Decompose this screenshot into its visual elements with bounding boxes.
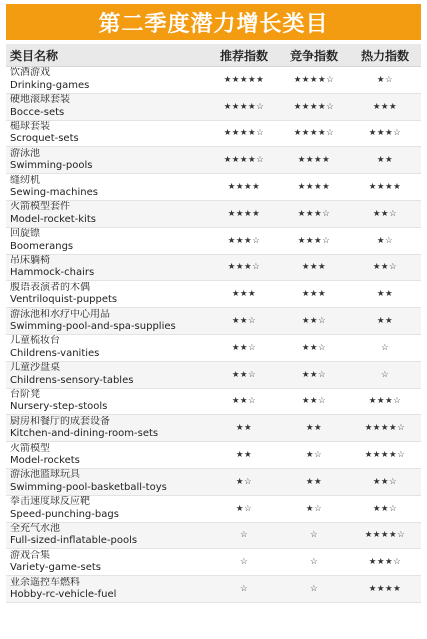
table-row [6, 308, 421, 335]
heat-stars: ★★★☆ [349, 388, 421, 415]
recommend-stars: ★★ [209, 415, 279, 442]
table-row [6, 147, 421, 174]
category-cell [6, 227, 209, 254]
table-row [6, 93, 421, 120]
category-name-en: Nursery-step-stools [10, 401, 108, 413]
recommend-stars: ★☆ [209, 468, 279, 495]
category-name-cn: 饮酒游戏 [10, 67, 50, 79]
table-row [6, 415, 421, 442]
column-header-recommend: 推荐指数 [209, 44, 279, 67]
category-name-cn: 业余遥控车燃料 [10, 576, 80, 588]
category-name-en: Bocce-sets [10, 106, 65, 118]
competition-stars: ★★★★☆ [279, 93, 349, 120]
competition-stars: ☆ [279, 576, 349, 603]
category-name-cn: 回旋镖 [10, 228, 40, 240]
heat-stars: ★☆ [349, 227, 421, 254]
category-name-en: Scroquet-sets [10, 133, 79, 145]
category-cell [6, 174, 209, 201]
column-header-competition: 竞争指数 [279, 44, 349, 67]
table-row [6, 120, 421, 147]
competition-stars: ★★★★☆ [279, 120, 349, 147]
category-name-cn: 全充气水池 [10, 522, 60, 534]
competition-stars: ☆ [279, 522, 349, 549]
category-name-en: Boomerangs [10, 240, 74, 252]
recommend-stars: ★★★☆ [209, 227, 279, 254]
competition-stars: ★☆ [279, 495, 349, 522]
competition-stars: ★★★★ [279, 147, 349, 174]
heat-stars: ★★★★ [349, 576, 421, 603]
category-cell [6, 361, 209, 388]
category-name-cn: 火箭模型套件 [10, 201, 70, 213]
competition-stars: ★★★ [279, 254, 349, 281]
competition-stars: ★★★★ [279, 174, 349, 201]
category-name-cn: 硬地滚球套装 [10, 94, 70, 106]
table-row [6, 549, 421, 576]
table-row [6, 174, 421, 201]
category-name-en: Swimming-pool-and-spa-supplies [10, 321, 176, 333]
table-body [6, 67, 421, 603]
category-cell [6, 281, 209, 308]
category-name-en: Kitchen-and-dining-room-sets [10, 428, 159, 440]
category-cell [6, 549, 209, 576]
table-row [6, 576, 421, 603]
competition-stars: ★★ [279, 468, 349, 495]
table-row [6, 361, 421, 388]
recommend-stars: ★★☆ [209, 361, 279, 388]
table-row [6, 200, 421, 227]
recommend-stars: ★★★☆ [209, 254, 279, 281]
table-row [6, 388, 421, 415]
recommend-stars: ★★★★☆ [209, 147, 279, 174]
heat-stars: ★★ [349, 147, 421, 174]
category-name-en: Variety-game-sets [10, 562, 101, 574]
recommend-stars: ★★★★ [209, 200, 279, 227]
category-cell [6, 495, 209, 522]
category-name-cn: 厨房和餐厅的成套设备 [10, 415, 110, 427]
category-cell [6, 147, 209, 174]
category-name-en: Drinking-games [10, 79, 90, 91]
category-name-en: Hammock-chairs [10, 267, 95, 279]
category-name-en: Childrens-sensory-tables [10, 374, 134, 386]
category-cell [6, 334, 209, 361]
heat-stars: ★★☆ [349, 254, 421, 281]
category-name-en: Model-rockets [10, 455, 80, 467]
category-name-en: Model-rocket-kits [10, 213, 96, 225]
table-row [6, 227, 421, 254]
category-cell [6, 522, 209, 549]
competition-stars: ☆ [279, 549, 349, 576]
competition-stars: ★★★★☆ [279, 67, 349, 94]
category-name-cn: 腹语表演者的木偶 [10, 281, 90, 293]
category-name-en: Ventriloquist-puppets [10, 294, 118, 306]
table-row [6, 522, 421, 549]
heat-stars: ★★★★ [349, 174, 421, 201]
category-name-en: Childrens-vanities [10, 347, 100, 359]
recommend-stars: ★★★★☆ [209, 93, 279, 120]
heat-stars: ★★★ [349, 93, 421, 120]
competition-stars: ★★ [279, 415, 349, 442]
category-cell [6, 388, 209, 415]
category-name-cn: 槌球套装 [10, 120, 50, 132]
category-name-cn: 儿童沙盘桌 [10, 362, 60, 374]
recommend-stars: ☆ [209, 549, 279, 576]
heat-stars: ★★☆ [349, 495, 421, 522]
category-name-cn: 游泳池篮球玩具 [10, 469, 80, 481]
category-name-en: Speed-punching-bags [10, 508, 119, 520]
category-name-en: Sewing-machines [10, 187, 98, 199]
recommend-stars: ★★ [209, 442, 279, 469]
competition-stars: ★★☆ [279, 334, 349, 361]
heat-stars: ★☆ [349, 67, 421, 94]
category-name-cn: 缝纫机 [10, 174, 40, 186]
heat-stars: ★★☆ [349, 200, 421, 227]
recommend-stars: ★☆ [209, 495, 279, 522]
category-cell [6, 254, 209, 281]
heat-stars: ★★★★☆ [349, 415, 421, 442]
heat-stars: ☆ [349, 361, 421, 388]
category-name-cn: 拳击速度球反应靶 [10, 496, 90, 508]
category-cell [6, 93, 209, 120]
heat-stars: ★★★☆ [349, 120, 421, 147]
category-name-cn: 吊床躺椅 [10, 254, 50, 266]
category-cell [6, 120, 209, 147]
heat-stars: ☆ [349, 334, 421, 361]
category-name-cn: 游泳池和水疗中心用品 [10, 308, 110, 320]
recommend-stars: ★★★★☆ [209, 120, 279, 147]
competition-stars: ★☆ [279, 442, 349, 469]
category-name-cn: 游戏合集 [10, 549, 50, 561]
category-name-en: Swimming-pools [10, 160, 93, 172]
recommend-stars: ☆ [209, 522, 279, 549]
heat-stars: ★★★★☆ [349, 442, 421, 469]
table-row [6, 468, 421, 495]
category-cell [6, 200, 209, 227]
category-cell [6, 308, 209, 335]
heat-stars: ★★★☆ [349, 549, 421, 576]
heat-stars: ★★☆ [349, 468, 421, 495]
table-row [6, 495, 421, 522]
category-name-cn: 儿童梳妆台 [10, 335, 60, 347]
recommend-stars: ★★★ [209, 281, 279, 308]
competition-stars: ★★★ [279, 281, 349, 308]
competition-stars: ★★★☆ [279, 227, 349, 254]
competition-stars: ★★☆ [279, 308, 349, 335]
column-header-heat: 热力指数 [349, 44, 421, 67]
table-row [6, 254, 421, 281]
category-cell [6, 576, 209, 603]
heat-stars: ★★ [349, 281, 421, 308]
recommend-stars: ☆ [209, 576, 279, 603]
category-cell [6, 67, 209, 94]
table-row [6, 442, 421, 469]
table-row [6, 334, 421, 361]
table-header-row [6, 44, 421, 67]
recommend-stars: ★★☆ [209, 308, 279, 335]
competition-stars: ★★★☆ [279, 200, 349, 227]
category-name-cn: 火箭模型 [10, 442, 50, 454]
category-cell [6, 468, 209, 495]
category-cell [6, 415, 209, 442]
recommend-stars: ★★☆ [209, 388, 279, 415]
category-name-cn: 游泳池 [10, 147, 40, 159]
category-name-cn: 台阶凳 [10, 388, 40, 400]
table-row [6, 67, 421, 94]
category-name-en: Swimming-pool-basketball-toys [10, 481, 167, 493]
column-header-category: 类目名称 [6, 44, 209, 67]
recommend-stars: ★★★★★ [209, 67, 279, 94]
heat-stars: ★★ [349, 308, 421, 335]
page-title: 第二季度潜力增长类目 [6, 4, 421, 40]
category-name-en: Full-sized-inflatable-pools [10, 535, 138, 547]
table-row [6, 281, 421, 308]
recommend-stars: ★★★★ [209, 174, 279, 201]
recommend-stars: ★★☆ [209, 334, 279, 361]
competition-stars: ★★☆ [279, 361, 349, 388]
competition-stars: ★★☆ [279, 388, 349, 415]
category-table [6, 44, 421, 603]
category-name-en: Hobby-rc-vehicle-fuel [10, 589, 117, 601]
category-cell [6, 442, 209, 469]
heat-stars: ★★★★☆ [349, 522, 421, 549]
